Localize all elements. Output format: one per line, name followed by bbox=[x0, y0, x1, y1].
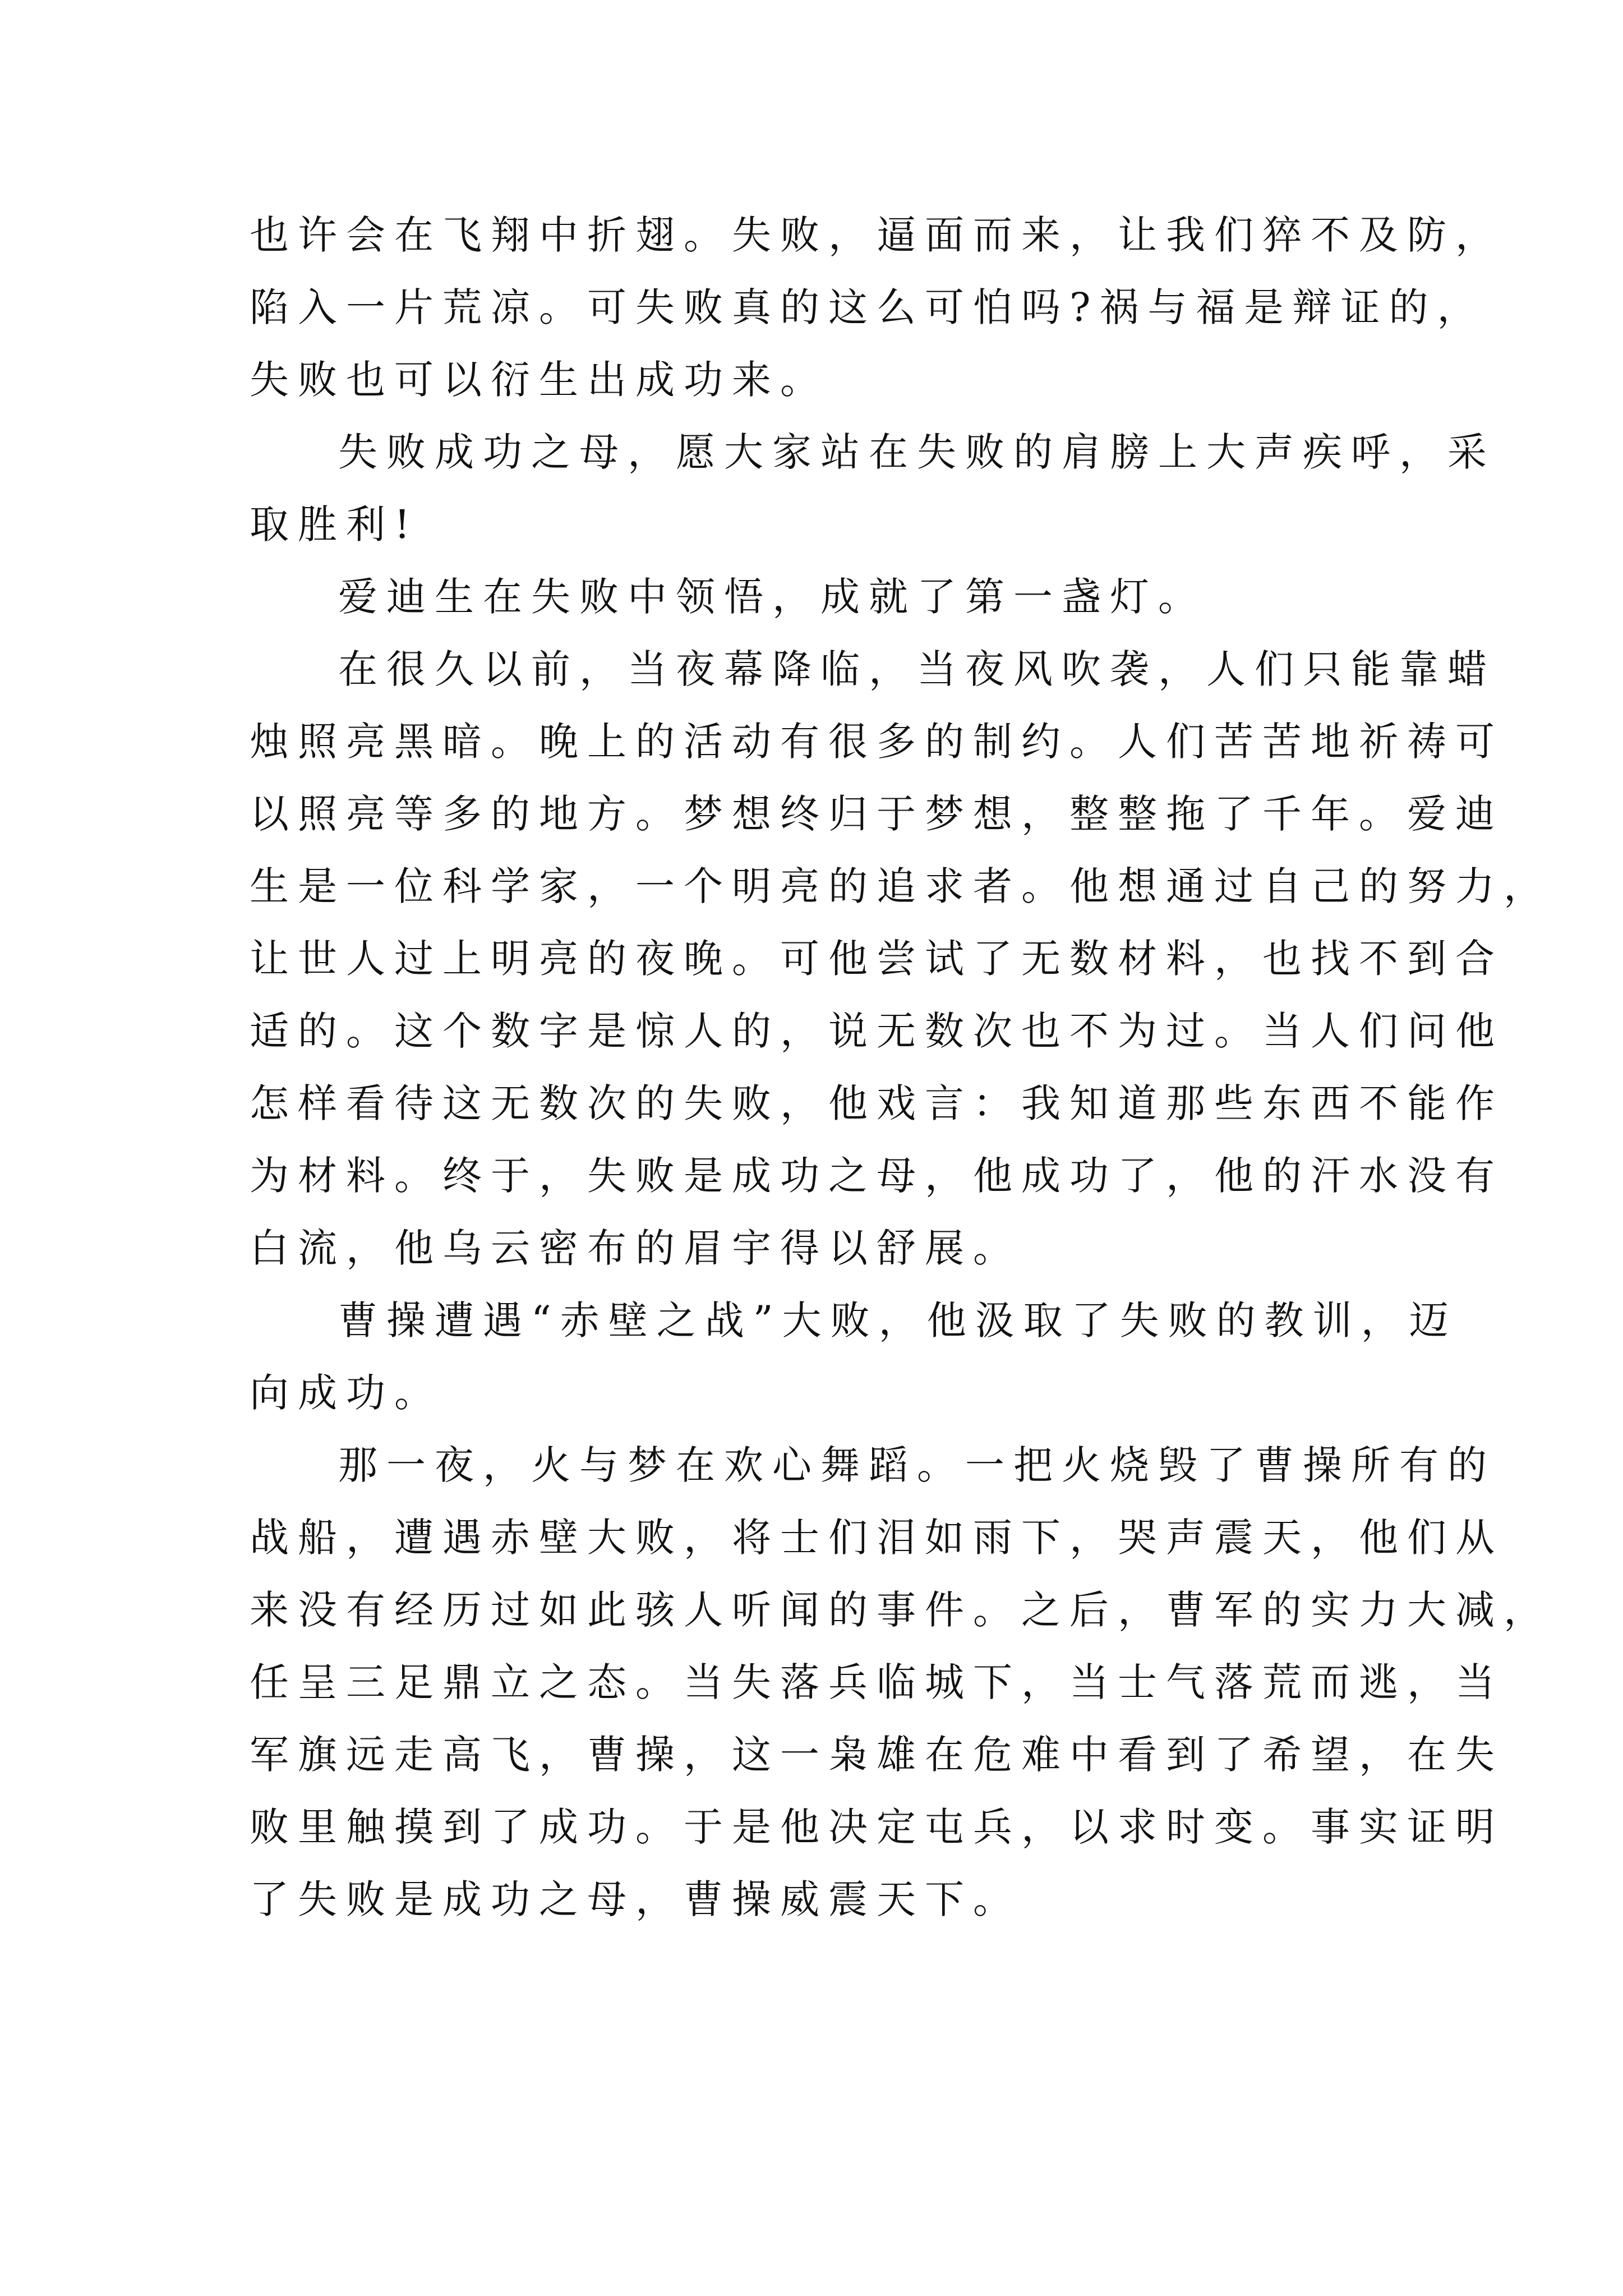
paragraph-1 bbox=[250, 199, 1504, 416]
text-line: 曹操遭遇“赤壁之战”大败，他汲取了失败的教训，迈 bbox=[338, 1297, 1458, 1343]
text-line: 战船，遭遇赤壁大败，将士们泪如雨下，哭声震天，他们从 bbox=[250, 1515, 1504, 1561]
text-line: 军旗远走高飞，曹操，这一枭雄在危难中看到了希望，在失 bbox=[250, 1732, 1504, 1778]
paragraph-6 bbox=[250, 1429, 1552, 1936]
text-line: 爱迪生在失败中领悟，成就了第一盏灯。 bbox=[338, 574, 1206, 620]
text-line: 任呈三足鼎立之态。当失落兵临城下，当士气落荒而逃，当 bbox=[250, 1659, 1504, 1705]
paragraph-5 bbox=[250, 1285, 1458, 1429]
text-line: 那一夜，火与梦在欢心舞蹈。一把火烧毁了曹操所有的 bbox=[338, 1442, 1496, 1488]
text-line: 也许会在飞翔中折翅。失败，逼面而来，让我们猝不及防， bbox=[250, 212, 1504, 258]
text-line: 向成功。 bbox=[250, 1370, 442, 1416]
text-line: 失败也可以衍生出成功来。 bbox=[250, 357, 828, 403]
text-line: 了失败是成功之母，曹操威震天下。 bbox=[250, 1876, 1021, 1922]
text-line: 败里触摸到了成功。于是他决定屯兵，以求时变。事实证明 bbox=[250, 1804, 1504, 1850]
paragraph-2 bbox=[250, 416, 1496, 561]
document-body bbox=[250, 199, 1552, 1936]
text-line: 在很久以前，当夜幕降临，当夜风吹袭，人们只能靠蜡 bbox=[338, 646, 1496, 692]
text-line: 陷入一片荒凉。可失败真的这么可怕吗?祸与福是辩证的， bbox=[250, 284, 1486, 330]
paragraph-3 bbox=[250, 561, 1410, 633]
text-line: 生是一位科学家，一个明亮的追求者。他想通过自己的努力， bbox=[250, 863, 1552, 909]
text-line: 烛照亮黑暗。晚上的活动有很多的制约。人们苦苦地祈祷可 bbox=[250, 719, 1504, 765]
text-line: 取胜利! bbox=[250, 501, 419, 547]
text-line: 以照亮等多的地方。梦想终归于梦想，整整拖了千年。爱迪 bbox=[250, 791, 1504, 837]
text-line: 失败成功之母，愿大家站在失败的肩膀上大声疾呼，采 bbox=[338, 429, 1496, 475]
text-line: 适的。这个数字是惊人的，说无数次也不为过。当人们问他 bbox=[250, 1008, 1504, 1054]
text-line: 怎样看待这无数次的失败，他戏言：我知道那些东西不能作 bbox=[250, 1080, 1504, 1126]
paragraph-4 bbox=[250, 633, 1552, 1285]
text-line: 来没有经历过如此骇人听闻的事件。之后，曹军的实力大减， bbox=[250, 1587, 1552, 1633]
text-line: 为材料。终于，失败是成功之母，他成功了，他的汗水没有 bbox=[250, 1153, 1504, 1199]
text-line: 白流，他乌云密布的眉宇得以舒展。 bbox=[250, 1225, 1021, 1271]
text-line: 让世人过上明亮的夜晚。可他尝试了无数材料，也找不到合 bbox=[250, 936, 1504, 982]
